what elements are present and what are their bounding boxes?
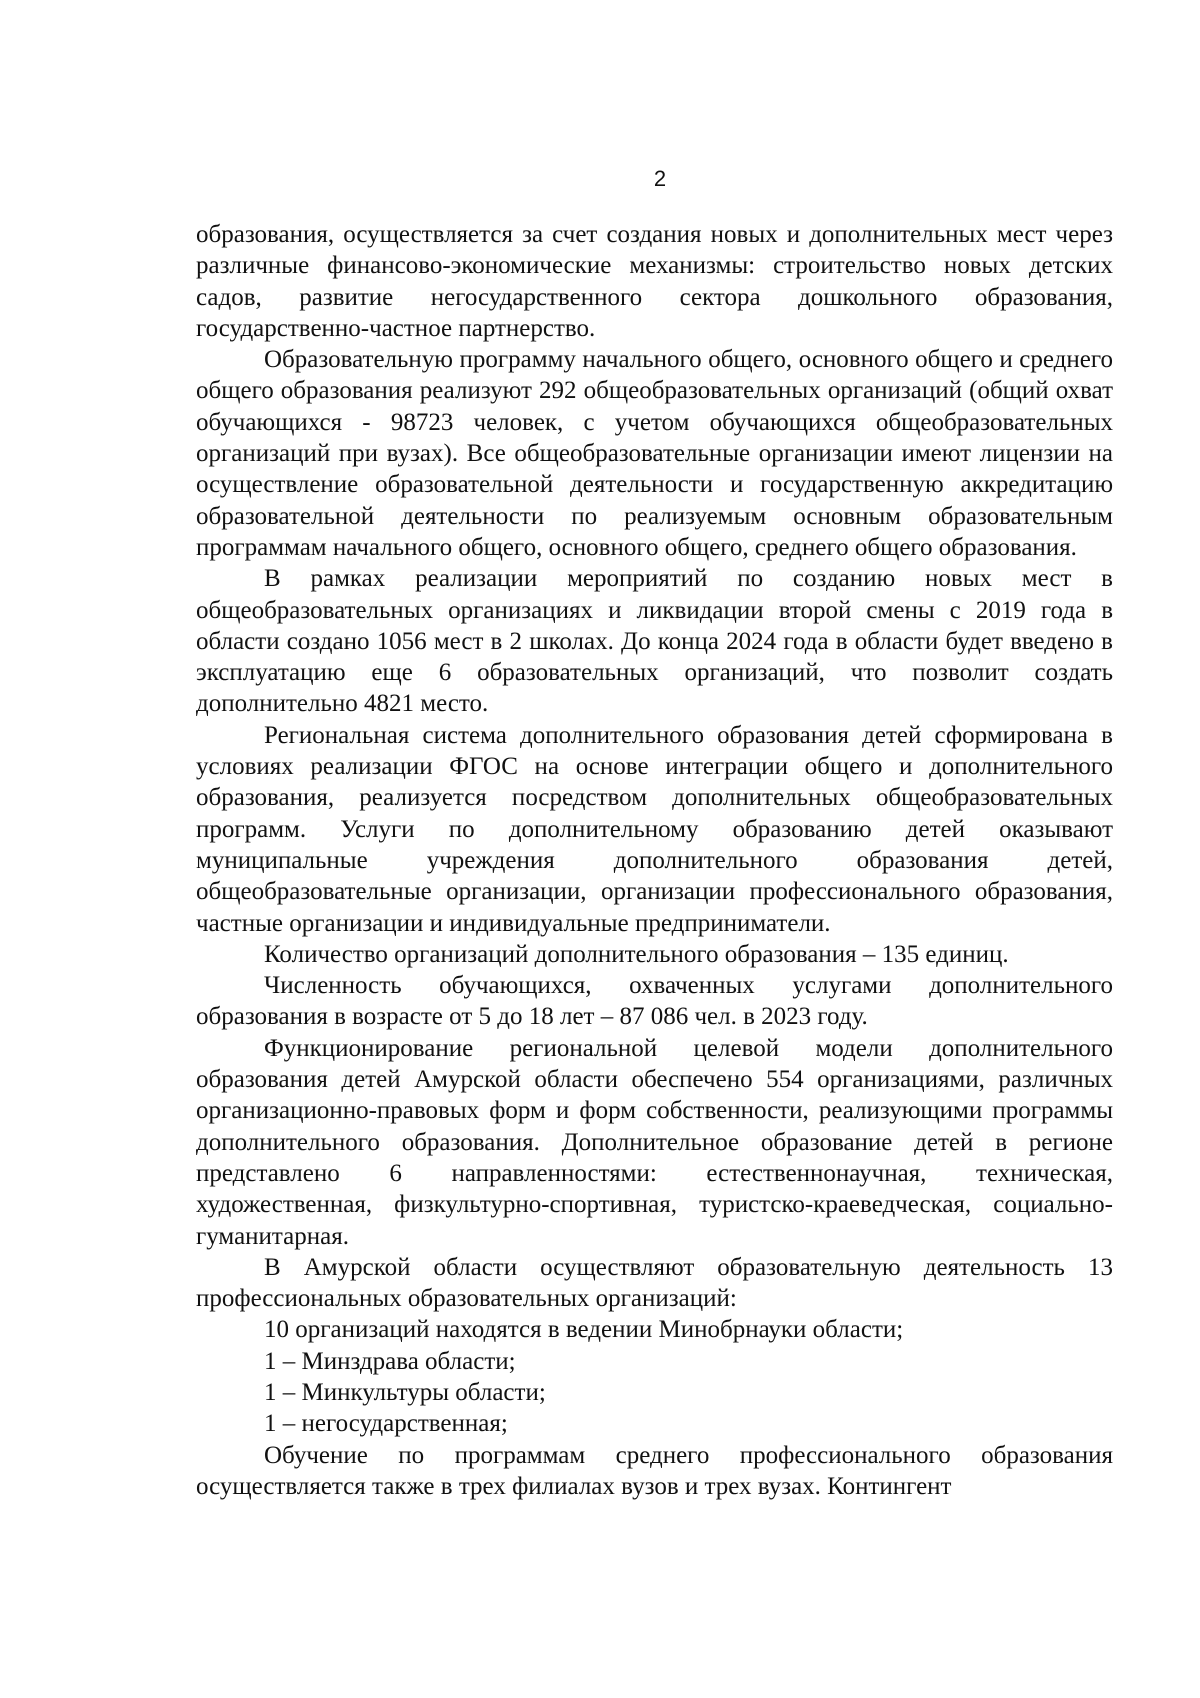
list-item-non-state: 1 – негосударственная; [264, 1410, 508, 1438]
paragraph-additional-education-system: Региональная система дополнительного образования детей сформирована в условиях реализации ФГОС на основе интеграции общего и дополнительного образования, реализуется посредством дополнительных общеобразовательных программ. Услуги по дополнительному образованию детей оказывают муниципальные учреждения дополнительного образования детей, общеобразовательные организации, организации профессионального образования, частные организации и индивидуальные предприниматели. [196, 721, 1113, 937]
paragraph-organization-count: Количество организаций дополнительного образования – 135 единиц. [264, 940, 1009, 968]
list-item-minkultury: 1 – Минкультуры области; [264, 1378, 546, 1406]
list-item-minobrnauki: 10 организаций находятся в ведении Минобрнауки области; [264, 1316, 904, 1344]
document-body [196, 219, 1113, 1502]
paragraph-general-education: Образовательную программу начального общего, основного общего и среднего общего образования реализуют 292 общеобразовательных организаций (общий охват обучающихся - 98723 человек, с учетом обучающихся общеобразовательных организаций при вузах). Все общеобразовательные организации имеют лицензии на осуществление образовательной деятельности и государственную аккредитацию образовательной деятельности по реализуемым основным образовательным программам начального общего, основного общего, среднего общего образования. [196, 346, 1113, 561]
paragraph-student-count: Численность обучающихся, охваченных услугами дополнительного образования в возрасте от 5 до 18 лет – 87 086 чел. в 2023 году. [196, 972, 1113, 1031]
paragraph-spo-training: Обучение по программам среднего профессионального образования осуществляется также в трех филиалах вузов и трех вузах. Контингент [196, 1441, 1113, 1500]
paragraph-new-school-places: В рамках реализации мероприятий по созданию новых мест в общеобразовательных организациях и ликвидации второй смены с 2019 года в области создано 1056 мест в 2 школах. До конца 2024 года в области будет введено в эксплуатацию еще 6 образовательных организаций, что позволит создать дополнительно 4821 место. [196, 565, 1113, 718]
paragraph-professional-organizations: В Амурской области осуществляют образовательную деятельность 13 профессиональных образовательных организаций: [196, 1253, 1113, 1313]
list-item-minzdrav: 1 – Минздрава области; [264, 1347, 516, 1375]
paragraph-preschool-continuation: образования, осуществляется за счет создания новых и дополнительных мест через различные финансово-экономические механизмы: строительство новых детских садов, развитие негосударственного сектора дошкольного образования, государственно-частное партнерство. [196, 221, 1113, 342]
page-number: 2 [653, 166, 667, 191]
paragraph-target-model: Функционирование региональной целевой модели дополнительного образования детей Амурской области обеспечено 554 организациями, различных организационно-правовых форм и форм собственности, реализующими программы дополнительного образования. Дополнительное образование детей в регионе представлено 6 направленностями: естественнонаучная, техническая, художественная, физкультурно-спортивная, туристско-краеведческая, социально-гуманитарная. [196, 1034, 1113, 1250]
